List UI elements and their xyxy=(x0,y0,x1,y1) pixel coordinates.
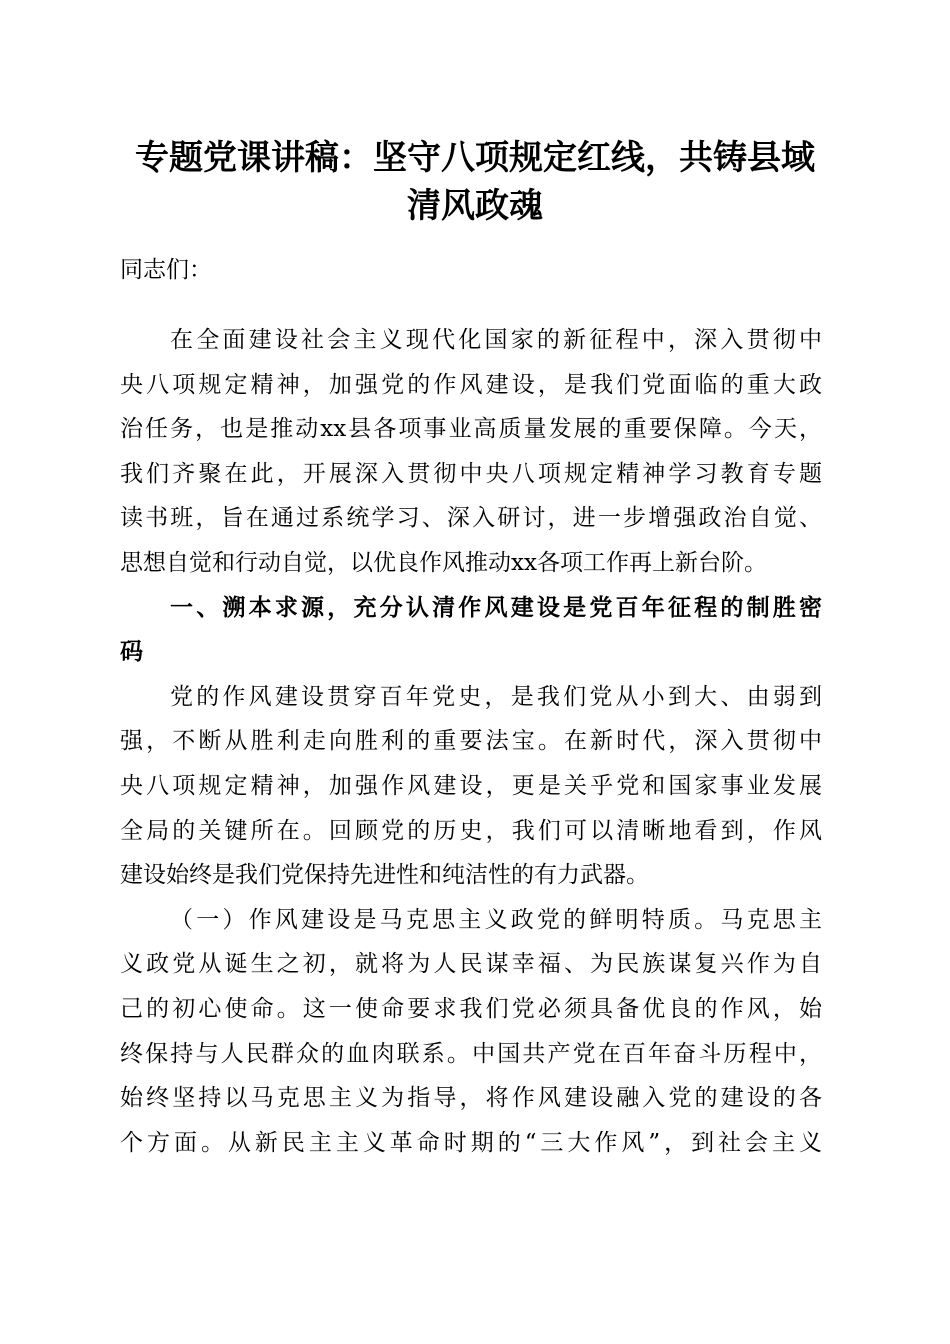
text-line: 建设始终是我们党保持先进性和纯洁性的有力武器。 xyxy=(120,862,649,889)
title-line-2: 清风政魂 xyxy=(407,186,543,226)
text-line: 思想自觉和行动自觉，以优良作风推动xx各项工作再上新台阶。 xyxy=(120,549,767,576)
text-line: 央八项规定精神，加强作风建设，更是关乎党和国家事业发展 xyxy=(120,772,822,799)
paragraph xyxy=(120,898,822,1166)
text-line: 码 xyxy=(120,638,143,666)
text-line: 治任务，也是推动xx县各项事业高质量发展的重要保障。今天， xyxy=(120,416,822,443)
text-line: 读书班，旨在通过系统学习、深入研讨，进一步增强政治自觉、 xyxy=(120,505,822,532)
text-line: 全局的关键所在。回顾党的历史，我们可以清晰地看到，作风 xyxy=(120,817,822,844)
text-line: （一）作风建设是马克思主义政党的鲜明特质。马克思主 xyxy=(170,906,822,933)
text-line: 个方面。从新民主主义革命时期的“三大作风”，到社会主义 xyxy=(120,1129,822,1156)
section-heading xyxy=(120,586,822,675)
document-title xyxy=(100,134,850,230)
text-line: 强，不断从胜利走向胜利的重要法宝。在新时代，深入贯彻中 xyxy=(120,728,822,755)
text-line: 央八项规定精神，加强党的作风建设，是我们党面临的重大政 xyxy=(120,371,822,398)
text-line: 终保持与人民群众的血肉联系。中国共产党在百年奋斗历程中， xyxy=(120,1040,822,1067)
paragraph xyxy=(120,675,822,898)
text-line: 在全面建设社会主义现代化国家的新征程中，深入贯彻中 xyxy=(170,327,822,353)
title-line-1: 专题党课讲稿：坚守八项规定红线，共铸县域 xyxy=(135,138,815,178)
greeting: 同志们： xyxy=(120,257,212,283)
text-line: 一、溯本求源，充分认清作风建设是党百年征程的制胜密 xyxy=(170,593,822,621)
text-line: 始终坚持以马克思主义为指导，将作风建设融入党的建设的各 xyxy=(120,1085,822,1112)
paragraph xyxy=(120,318,822,586)
text-line: 我们齐聚在此，开展深入贯彻中央八项规定精神学习教育专题 xyxy=(120,460,822,487)
text-line: 义政党从诞生之初，就将为人民谋幸福、为民族谋复兴作为自 xyxy=(120,951,822,978)
document-body xyxy=(120,318,822,1165)
text-line: 己的初心使命。这一使命要求我们党必须具备优良的作风，始 xyxy=(120,995,822,1022)
text-line: 党的作风建设贯穿百年党史，是我们党从小到大、由弱到 xyxy=(170,683,822,710)
